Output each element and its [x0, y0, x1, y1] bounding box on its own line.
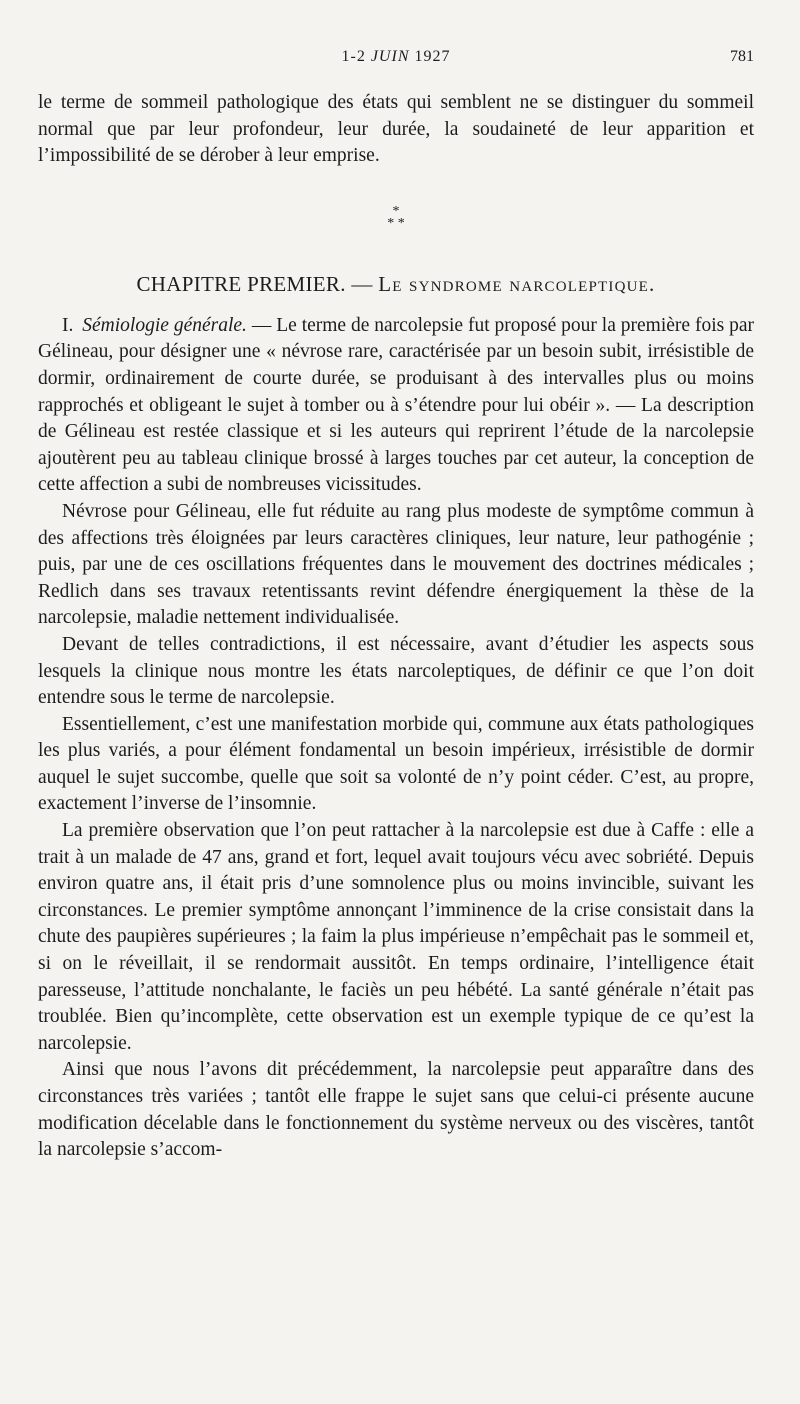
section-title: Sémiologie générale.	[82, 314, 247, 336]
chapter-title: Le syndrome narcoleptique.	[378, 271, 656, 296]
issue-date	[38, 48, 754, 66]
body-paragraph: Essentiellement, c’est une manifestation morbide qui, commune aux états pathologiques les plus variés, a pour élément fondamental un besoin impérieux, irrésistible de dormir auquel le sujet succombe, quelle que soit sa volonté de n’y point céder. C’est, au propre, exactement l’inverse de l’insomnie.	[38, 713, 754, 815]
section-dash: —	[251, 314, 272, 336]
running-head	[38, 48, 754, 72]
separator-star-top: *	[392, 203, 400, 219]
body-paragraph: Névrose pour Gélineau, elle fut réduite au rang plus modeste de symptôme commun à des affections très éloignées par leurs caractères cliniques, leur nature, leur pathogénie ; puis, par une de ces oscillations fréquentes dans le mouvement des doctrines médicales ; Redlich dans ses travaux retentissants revint défendre énergiquement la thèse de la narcolepsie, maladie nettement individualisée.	[38, 500, 754, 629]
body-paragraph: Ainsi que nous l’avons dit précédemment, la narcolepsie peut apparaître dans des circonstances très variées ; tantôt elle frappe le sujet sans que celui-ci présente aucune modification décelable dans le fonctionnement du système nerveux ou des viscères, tantôt la narcolepsie s’accom-	[38, 1059, 754, 1161]
section-text: Le terme de narcolepsie fut proposé pour la première fois par Gélineau, pour désigner une « névrose rare, caractérisée par un besoin subit, irrésistible de dormir, ordinairement de courte durée, se produisant à des intervalles plus ou moins rapprochés et obligeant le sujet à tomber ou à s’étendre pour lui obéir ». — La description de Gélineau est restée classique et si les auteurs qui reprirent l’étude de la narcolepsie ajoutèrent peu au tableau clinique brossé à larges touches par cet auteur, la conception de cette affection a subi de nombreuses vicissitudes.	[38, 314, 755, 496]
chapter-label: CHAPITRE PREMIER.	[136, 271, 346, 296]
body-paragraph: La première observation que l’on peut rattacher à la narcolepsie est due à Caffe : elle a trait à un malade de 47 ans, grand et fort, lequel avait toujours vécu avec sobriété. Depuis environ quatre ans, il était pris d’une somnolence plus ou moins invincible, suivant les circonstances. Le premier symptôme annonçant l’imminence de la crise consistait dans la chute des paupières supérieures ; la faim la plus impérieuse n’empêchait pas le sommeil et, si on le réveillait, il se rendormait aussitôt. En temps ordinaire, l’intelligence était paresseuse, l’attitude nonchalante, le faciès un peu hébété. La santé générale n’était pas troublée. Bien qu’incomplète, cette observation est un exemple typique de ce qu’est la narcolepsie.	[38, 820, 754, 1054]
intro-paragraph: le terme de sommeil pathologique des états qui semblent ne se distinguer du sommeil normal que par leur profondeur, leur durée, la soudaineté de leur apparition et l’impossibilité de se dérober à leur emprise.	[38, 92, 754, 167]
page-number: 781	[730, 48, 754, 65]
body-paragraph: Devant de telles contradictions, il est nécessaire, avant d’étudier les aspects sous lesquels la clinique nous montre les états narcoleptiques, de définir ce que l’on doit entendre sous le terme de narcolepsie.	[38, 633, 754, 709]
book-page	[38, 48, 754, 1164]
section-paragraph	[38, 313, 754, 499]
date-prefix: 1-2	[341, 48, 366, 65]
date-year: 1927	[414, 48, 451, 65]
chapter-heading	[38, 272, 754, 297]
section-separator	[38, 203, 754, 231]
date-month: JUIN	[370, 48, 410, 65]
separator-stars-bottom: * *	[387, 215, 405, 231]
section-number: I.	[62, 314, 74, 336]
chapter-dash: —	[351, 271, 373, 296]
